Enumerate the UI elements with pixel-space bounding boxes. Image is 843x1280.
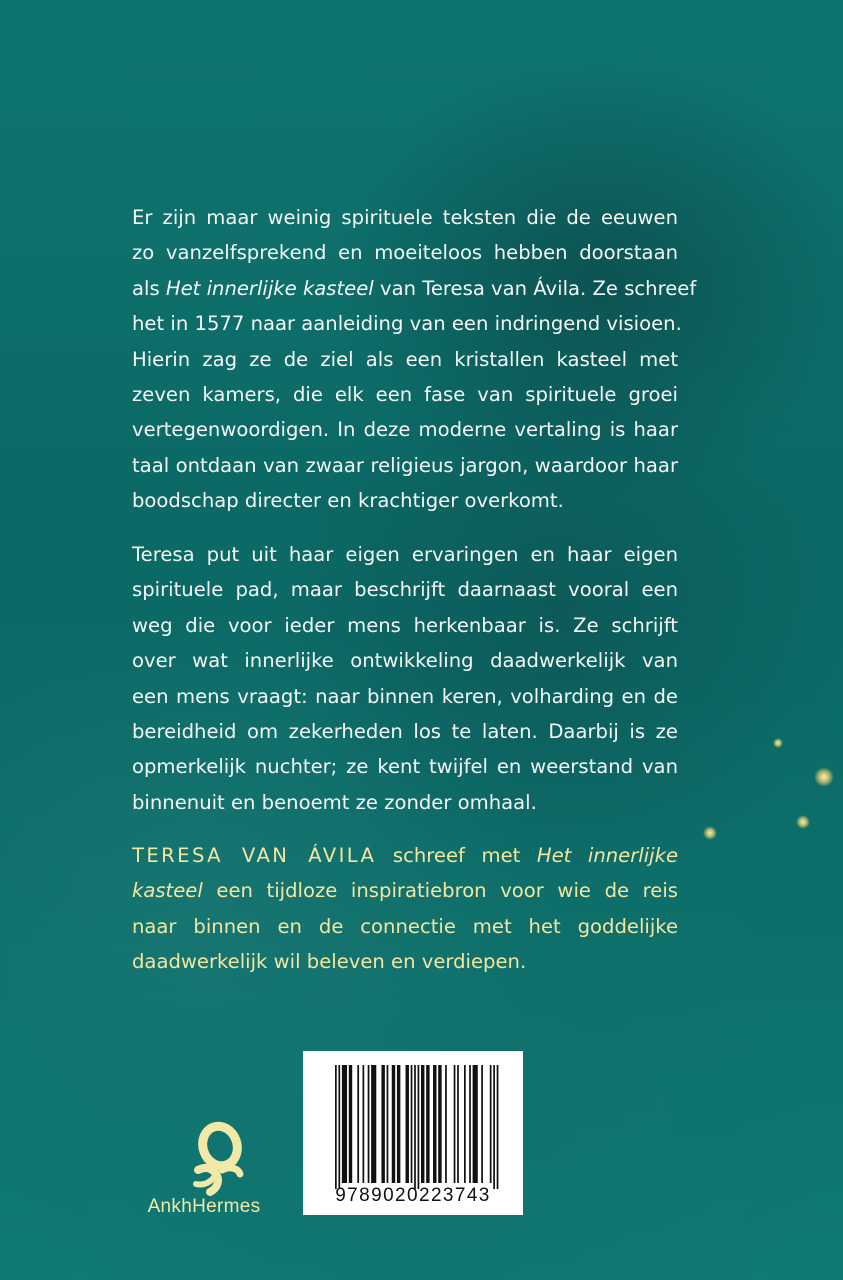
barcode-guard-bar xyxy=(335,1065,337,1189)
barcode-guard-bar xyxy=(493,1065,495,1189)
barcode-bar xyxy=(387,1065,389,1183)
text-line: boodschap directer en krachtiger overkomt. xyxy=(132,489,564,513)
text-line: Hierin zag ze de ziel als een kristallen kasteel met xyxy=(132,347,678,371)
barcode-bar xyxy=(426,1065,429,1183)
barcode-bar xyxy=(411,1065,413,1183)
description-paragraph-1 xyxy=(132,200,697,519)
text-fragment: als xyxy=(132,276,166,300)
barcode-bar xyxy=(392,1065,395,1183)
sparkle-4 xyxy=(773,738,783,748)
book-title-italic: Het innerlijke xyxy=(536,844,678,867)
text-fragment: schreef met xyxy=(376,844,537,867)
text-line: Er zijn maar weinig spirituele teksten die de eeuwen xyxy=(132,206,678,229)
text-line: Teresa put uit haar eigen ervaringen en haar eigen xyxy=(132,543,678,566)
barcode-bar xyxy=(368,1065,370,1183)
isbn-number: 9789020223743 xyxy=(335,1185,491,1206)
text-line: naar binnen en de connectie met het goddelijke xyxy=(132,914,678,938)
text-line: weg die voor ieder mens herkenbaar is. Ze schrijft xyxy=(132,613,678,637)
text-line: een mens vraagt: naar binnen keren, volharding en de xyxy=(132,684,678,708)
author-paragraph xyxy=(132,838,678,980)
barcode-guard-bar xyxy=(418,1065,420,1189)
barcode-bar xyxy=(381,1065,384,1183)
description-paragraph-2 xyxy=(132,537,678,820)
text-line: zeven kamers, die elk een fase van spirituele groei xyxy=(132,383,678,407)
text-line: vertegenwoordigen. In deze moderne vertaling is haar xyxy=(132,418,678,442)
barcode-guard-bar xyxy=(338,1065,340,1189)
barcode-bar xyxy=(342,1065,347,1183)
book-title-italic: Het innerlijke kasteel xyxy=(165,276,374,300)
book-title-italic: kasteel xyxy=(132,879,203,903)
barcode-bar xyxy=(421,1065,424,1183)
text-line: taal ontdaan van zwaar religieus jargon, waardoor haar xyxy=(132,453,678,477)
text-fragment: een tijdloze inspiratiebron voor wie de reis xyxy=(202,879,678,903)
barcode-bar xyxy=(457,1065,459,1183)
publisher-name: AnkhHermes xyxy=(147,1196,261,1217)
text-line: opmerkelijk nuchter; ze kent twijfel en weerstand van xyxy=(132,755,678,779)
sparkle-1 xyxy=(814,767,834,787)
barcode-bar xyxy=(406,1065,409,1183)
barcode xyxy=(303,1051,523,1215)
barcode-bar xyxy=(473,1065,478,1183)
barcode-bar xyxy=(433,1065,436,1183)
barcode-bar xyxy=(349,1065,352,1183)
barcode-bar xyxy=(397,1065,400,1183)
sparkle-3 xyxy=(703,826,717,840)
text-line: binnenuit en benoemt ze zonder omhaal. xyxy=(132,790,537,814)
text-line xyxy=(132,873,678,908)
barcode-bar xyxy=(464,1065,466,1183)
text-line: zo vanzelfsprekend en moeiteloos hebben doorstaan xyxy=(132,241,678,265)
barcode-bar xyxy=(438,1065,441,1183)
text-line: het in 1577 naar aanleiding van een indringend visioen. xyxy=(132,312,682,336)
barcode-bar xyxy=(363,1065,365,1183)
text-line: daadwerkelijk wil beleven en verdiepen. xyxy=(132,950,527,974)
barcode-bar xyxy=(469,1065,471,1183)
text-fragment: van Teresa van Ávila. Ze schreef xyxy=(379,276,697,300)
barcode-bar xyxy=(371,1065,376,1183)
barcode-guard-bar xyxy=(414,1065,416,1189)
barcode-bar xyxy=(481,1065,483,1183)
barcode-bar xyxy=(357,1065,359,1183)
barcode-bar xyxy=(445,1065,447,1183)
text-line: spirituele pad, maar beschrijft daarnaast vooral een xyxy=(132,578,678,602)
barcode-guard-bar xyxy=(497,1065,499,1189)
sparkle-2 xyxy=(796,815,810,829)
barcode-bar xyxy=(490,1065,492,1183)
text-line xyxy=(132,838,678,873)
author-name: TERESA VAN ÁVILA xyxy=(132,844,377,867)
text-line: bereidheid om zekerheden los te laten. Daarbij is ze xyxy=(132,720,678,744)
text-line: over wat innerlijke ontwikkeling daadwerkelijk van xyxy=(132,649,678,673)
barcode-bar xyxy=(454,1065,456,1183)
text-line xyxy=(132,271,697,306)
